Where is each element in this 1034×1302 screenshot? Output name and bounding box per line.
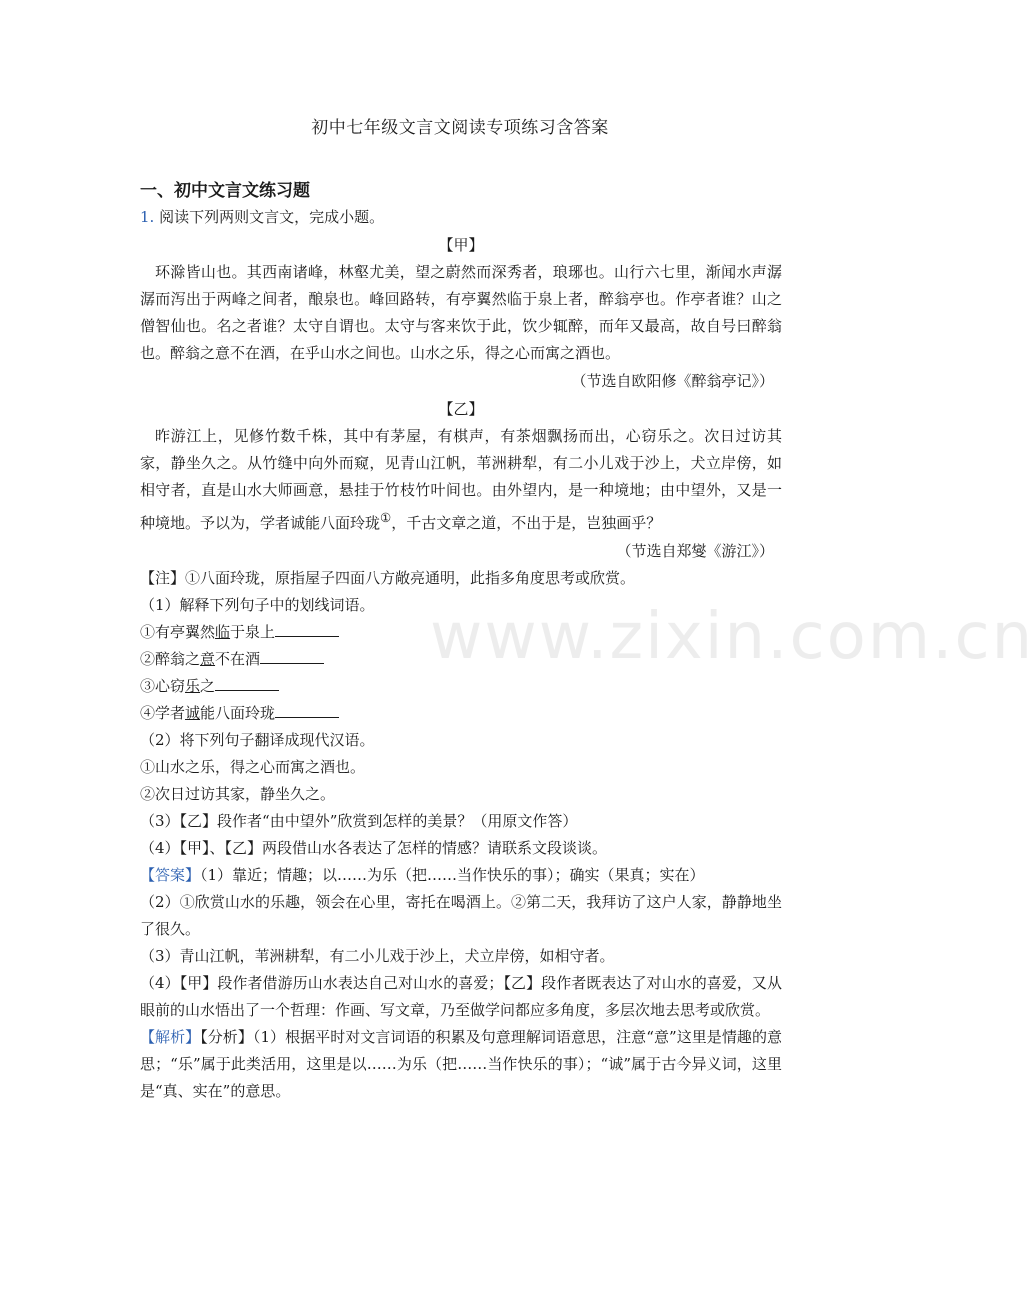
passage-jia-label: 【甲】 (438, 236, 484, 254)
item-text: 心窃 (155, 677, 186, 695)
answer-2: （2）①欣赏山水的乐趣，领会在心里，寄托在喝酒上。②第二天，我拜访了这户人家，静静地坐了很久。 (140, 893, 782, 938)
note-marker: ① (380, 510, 392, 525)
answer-line-1 (140, 862, 782, 889)
answer-blank[interactable] (275, 622, 339, 637)
answer-3: （3）青山江帆，苇洲耕犁，有二小儿戏于沙上，犬立岸傍，如相守者。 (140, 947, 615, 965)
underlined-word: 意 (200, 650, 216, 668)
underlined-word: 乐 (185, 677, 201, 695)
passage-yi-source: （节选自郑燮《游江》） (616, 542, 774, 560)
passage-yi-text-main: 昨游江上，见修竹数千株，其中有茅屋，有棋声，有茶烟飘扬而出，心窃乐之。次日过访其家，静坐久之。从竹缝中向外而窥，见青山江帆，苇洲耕犁，有二小儿戏于沙上，犬立岸傍，如相守者，直是山水大师画意，悬挂于竹枝竹叶间也。由外望内，是一种境地；由中望外，又是一种境地。予以为，学者诚能八面玲珑 (140, 427, 782, 532)
passage-yi-label: 【乙】 (438, 400, 484, 418)
answer-1-text: （1）靠近；情趣；以……为乐（把……当作快乐的事）；确实（果真；实在） (200, 866, 705, 884)
sub-question-4: （4）【甲】、【乙】两段借山水各表达了怎样的情感？请联系文段谈谈。 (140, 839, 608, 857)
answer-blank[interactable] (215, 676, 279, 691)
analysis-tag: 【解析】 (140, 1028, 201, 1046)
analysis-block (140, 1024, 782, 1105)
underlined-word: 诚 (185, 704, 201, 722)
question-number: 1. (140, 208, 155, 226)
sub-question-1-item (140, 619, 782, 646)
sub-question-2-item: ①山水之乐，得之心而寓之酒也。 (140, 758, 366, 776)
item-text: 学者 (155, 704, 186, 722)
document-body (140, 178, 782, 1105)
item-mark: ④ (140, 704, 156, 722)
question-header (140, 204, 782, 231)
answer-tag: 【答案】 (140, 866, 201, 884)
sub-question-2-item: ②次日过访其家，静坐久之。 (140, 785, 336, 803)
item-text: 于泉上 (230, 623, 276, 641)
item-text: 之 (200, 677, 216, 695)
sub-question-1-item (140, 673, 782, 700)
item-mark: ② (140, 650, 156, 668)
answer-4: （4）【甲】段作者借游历山水表达自己对山水的喜爱；【乙】段作者既表达了对山水的喜爱，又从眼前的山水悟出了一个哲理：作画、写文章，乃至做学问都应多角度，多层次地去思考或欣赏。 (140, 974, 782, 1019)
watermark: www.zixin.com.cn (430, 600, 1034, 674)
item-text: 有亭翼然 (155, 623, 216, 641)
sub-question-1-item (140, 700, 782, 727)
answer-blank[interactable] (260, 649, 324, 664)
passage-jia-source: （节选自欧阳修《醉翁亭记》） (571, 372, 774, 390)
sub-question-1-prompt: （1）解释下列句子中的划线词语。 (140, 596, 375, 614)
item-text: 不在酒 (215, 650, 261, 668)
underlined-word: 临 (215, 623, 231, 641)
analysis-text: （1）根据平时对文言词语的积累及句意理解词语意思，注意“意”这里是情趣的意思；“乐”属于此类活用，这里是以……为乐（把……当作快乐的事）；“诚”属于古今异义词，这里是“真、实在”的意思。 (140, 1028, 782, 1100)
sub-question-2-prompt: （2）将下列句子翻译成现代汉语。 (140, 731, 375, 749)
passage-yi-text (140, 423, 782, 537)
item-mark: ① (140, 623, 156, 641)
item-text: 醉翁之 (155, 650, 201, 668)
item-mark: ③ (140, 677, 156, 695)
sub-question-1-item (140, 646, 782, 673)
question-prompt: 阅读下列两则文言文，完成小题。 (159, 208, 385, 226)
annotation-note: 【注】①八面玲珑，原指屋子四面八方敞亮通明，此指多角度思考或欣赏。 (140, 569, 636, 587)
section-heading: 一、初中文言文练习题 (140, 181, 310, 201)
sub-question-3: （3）【乙】段作者“由中望外”欣赏到怎样的美景？（用原文作答） (140, 812, 578, 830)
passage-yi-text-end: ，千古文章之道，不出于是，岂独画乎？ (391, 514, 662, 532)
analysis-sub-tag: 【分析】 (200, 1028, 253, 1046)
answer-blank[interactable] (275, 703, 339, 718)
item-text: 能八面玲珑 (200, 704, 276, 722)
passage-jia-text: 环滁皆山也。其西南诸峰，林壑尤美，望之蔚然而深秀者，琅琊也。山行六七里，渐闻水声潺潺而泻出于两峰之间者，酿泉也。峰回路转，有亭翼然临于泉上者，醉翁亭也。作亭者谁？山之僧智仙也。名之者谁？太守自谓也。太守与客来饮于此，饮少辄醉，而年又最高，故自号曰醉翁也。醉翁之意不在酒，在乎山水之间也。山水之乐，得之心而寓之酒也。 (140, 263, 782, 362)
document-title: 初中七年级文言文阅读专项练习含答案 (311, 118, 609, 138)
